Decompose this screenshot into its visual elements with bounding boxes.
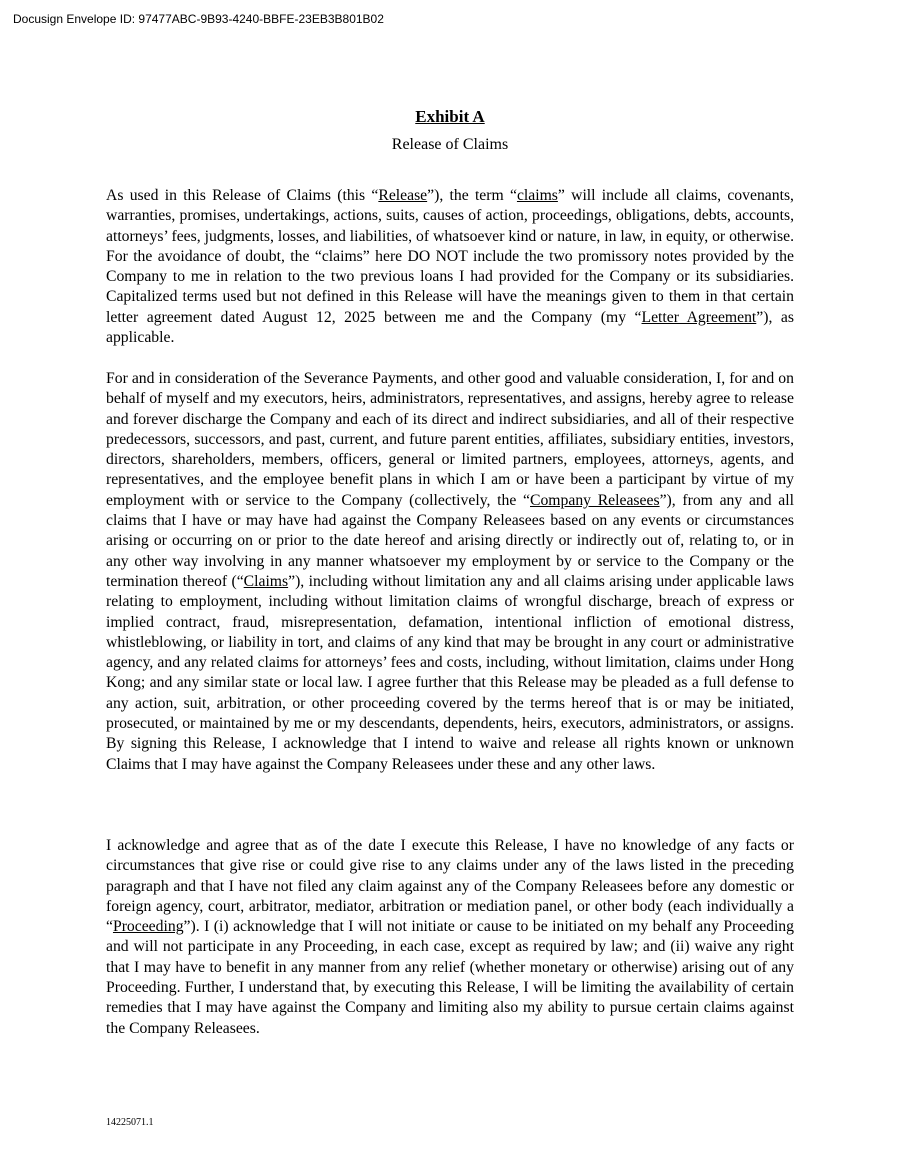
defined-term-claims-capitalized: Claims <box>243 572 289 590</box>
text-run: ”), the term “ <box>427 187 517 204</box>
text-run: I acknowledge and agree that as of the date I execute this Release, I have no knowledge of any facts or circumstances that give rise or could give rise to any claims under any of the laws listed in the preceding paragraph and that I have not filed any claim against any of the Company Releasees before any domestic or foreign agency, court, arbitrator, mediator, arbitration or mediation panel, or other body (each individually a “ <box>106 837 794 936</box>
defined-term-letter-agreement: Letter Agreement <box>641 308 757 326</box>
defined-term-claims: claims <box>516 187 558 204</box>
paragraph-release <box>106 369 794 775</box>
defined-term-release: Release <box>378 187 428 204</box>
text-run: ”). I (i) acknowledge that I will not initiate or cause to be initiated on my behalf any Proceeding and will not participate in any Proceeding, in each case, except as required by law; and (ii) waive any right that I may have to benefit in any manner from any relief (whether monetary or otherwise) arising out of any Proceeding. Further, I understand that, by executing this Release, I will be limiting the availability of certain remedies that I may have against the Company and limiting also my ability to pursue certain claims against the Company Releasees. <box>106 918 794 1037</box>
text-run: For and in consideration of the Severance Payments, and other good and valuable consideration, I, for and on behalf of myself and my executors, heirs, administrators, representatives, and assigns, hereby agree to release and forever discharge the Company and each of its direct and indirect subsidiaries, and all of their respective predecessors, successors, and past, current, and future parent entities, affiliates, subsidiary entities, investors, directors, shareholders, members, officers, general or limited partners, employees, attorneys, agents, and representatives, and the employee benefit plans in which I am or have been a participant by virtue of my employment with or service to the Company (collectively, the “ <box>106 370 794 509</box>
text-run: ”), as applicable. <box>106 308 794 347</box>
paragraph-definitions <box>106 186 794 348</box>
exhibit-subtitle: Release of Claims <box>391 136 509 153</box>
exhibit-title: Exhibit A <box>415 107 485 126</box>
text-run: ” will include all claims, covenants, warranties, promises, undertakings, actions, suits, causes of action, proceedings, obligations, debts, accounts, attorneys’ fees, judgments, losses, and liabilities, of whatsoever kind or nature, in law, in equity, or otherwise. For the avoidance of doubt, the “claims” here DO NOT include the two promissory notes provided by the Company to me in relation to the two previous loans I had provided for the Company or its subsidiaries. Capitalized terms used but not defined in this Release will have the meanings given to them in that certain letter agreement dated August 12, 2025 between me and the Company (my “ <box>106 187 794 326</box>
docusign-envelope-id: Docusign Envelope ID: 97477ABC-9B93-4240-BBFE-23EB3B801B02 <box>13 12 384 26</box>
document-number: 14225071.1 <box>106 1117 154 1128</box>
defined-term-proceeding: Proceeding <box>112 918 184 936</box>
text-run: ”), from any and all claims that I have or may have had against the Company Releasees based on any events or circumstances arising or occurring on or prior to the date hereof and arising directly or indirectly out of, relating to, or in any other way involving in any manner whatsoever my employment by or service to the Company or the termination thereof (“ <box>106 491 794 590</box>
text-run: As used in this Release of Claims (this “ <box>106 187 379 204</box>
text-run: ”), including without limitation any and all claims arising under applicable laws relating to employment, including without limitation claims of wrongful discharge, breach of express or implied contract, fraud, misrepresentation, defamation, intentional infliction of emotional distress, whistleblowing, or liability in tort, and claims of any kind that may be brought in any court or administrative agency, and any related claims for attorneys’ fees and costs, including, without limitation, claims under Hong Kong; and any similar state or local law. I agree further that this Release may be pleaded as a full defense to any action, suit, arbitration, or other proceeding covered by the terms hereof that is or may be initiated, prosecuted, or maintained by me or my descendants, dependents, heirs, executors, administrators, or assigns. By signing this Release, I acknowledge that I intend to waive and release all rights known or unknown Claims that I may have against the Company Releasees under these and any other laws. <box>106 572 794 773</box>
paragraph-acknowledgement <box>106 836 794 1039</box>
defined-term-company-releasees: Company Releasees <box>530 491 660 509</box>
